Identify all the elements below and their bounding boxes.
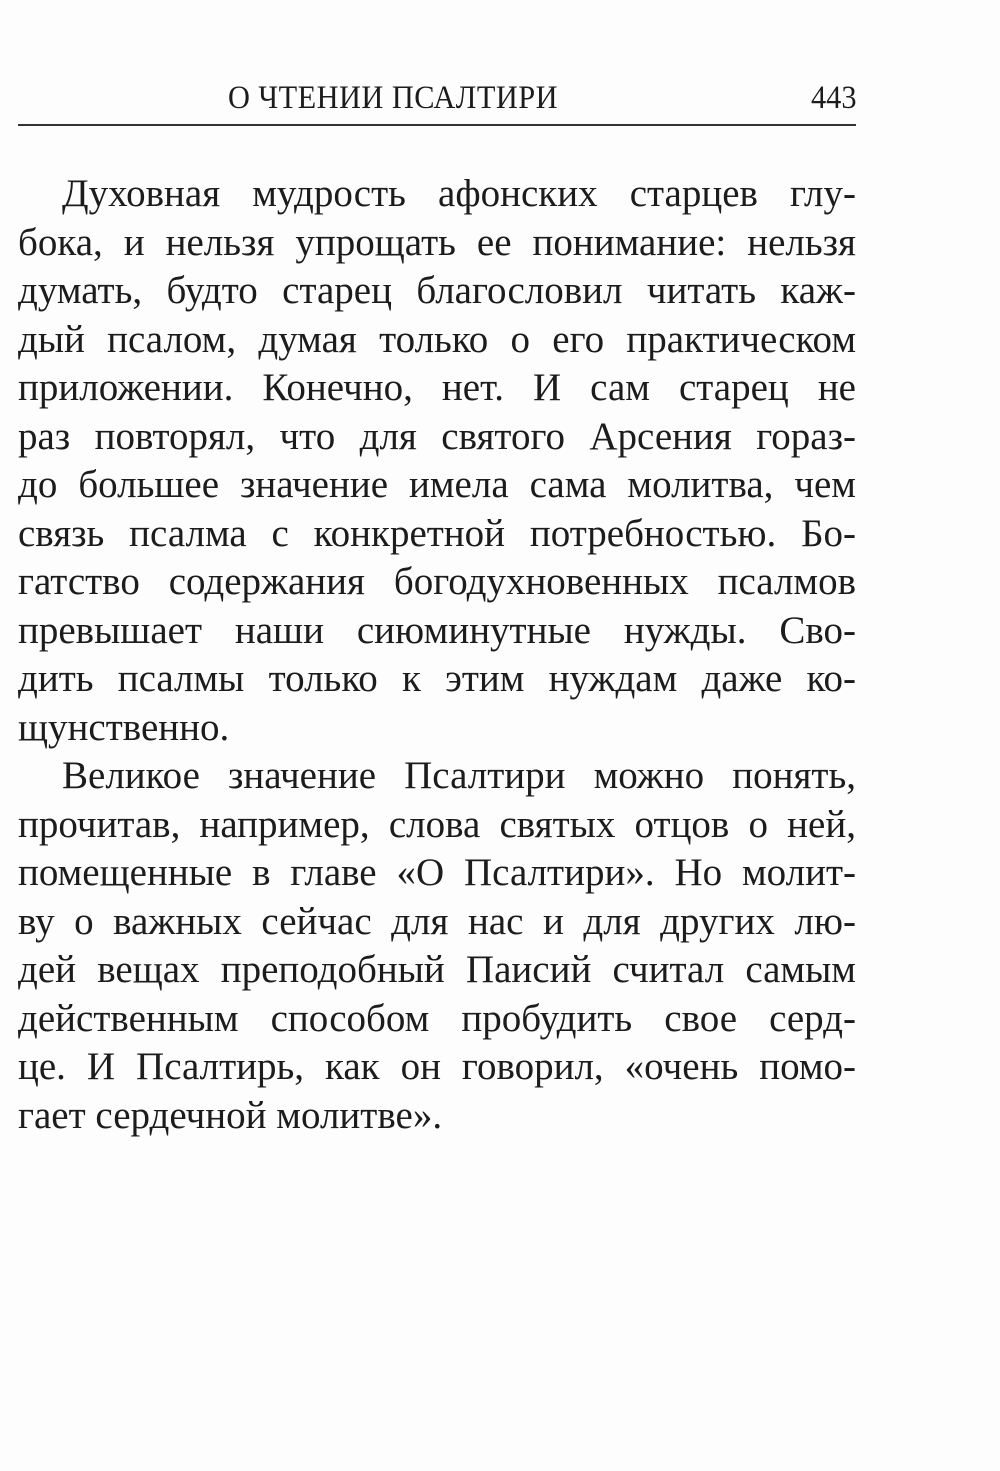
- text-line: до большее значение имела сама молитва, чем: [18, 463, 856, 506]
- text-line: Великое значение Псалтири можно понять,: [62, 754, 856, 797]
- text-line: Духовная мудрость афонских старцев глу-: [62, 172, 856, 215]
- running-title: О ЧТЕНИИ ПСАЛТИРИ: [228, 80, 558, 116]
- text-line: бока, и нельзя упрощать ее понимание: нельзя: [18, 220, 856, 264]
- text-line: дей вещах преподобный Паисий считал самым: [18, 948, 856, 991]
- text-line: превышает наши сиюминутные нужды. Сво-: [18, 608, 856, 652]
- text-line: думать, будто старец благословил читать каж-: [18, 269, 856, 312]
- paragraph-1: [18, 170, 856, 752]
- text-line: раз повторял, что для святого Арсения гораз-: [18, 414, 856, 458]
- text-line: связь псалма с конкретной потребностью. Бо-: [18, 511, 856, 555]
- text-line: помещенные в главе «О Псалтири». Но молит-: [18, 851, 856, 894]
- text-line: прочитав, например, слова святых отцов о ней,: [18, 802, 856, 846]
- running-header: [18, 80, 856, 126]
- text-line: гает сердечной молитве».: [18, 1093, 443, 1137]
- text-line: щунственно.: [18, 705, 230, 749]
- page-number: 443: [810, 80, 856, 116]
- text-line: приложении. Конечно, нет. И сам старец не: [18, 366, 856, 409]
- text-line: ву о важных сейчас для нас и для других лю-: [18, 899, 856, 943]
- text-line: гатство содержания богодухновенных псалмов: [18, 560, 856, 603]
- paragraph-2: [18, 752, 856, 1140]
- text-line: дый псалом, думая только о его практическом: [18, 317, 856, 361]
- text-line: це. И Псалтирь, как он говорил, «очень помо-: [18, 1045, 856, 1088]
- text-line: дить псалмы только к этим нуждам даже ко-: [18, 657, 856, 700]
- page-body: [18, 170, 856, 1140]
- text-line: действенным способом пробудить свое серд-: [18, 996, 856, 1040]
